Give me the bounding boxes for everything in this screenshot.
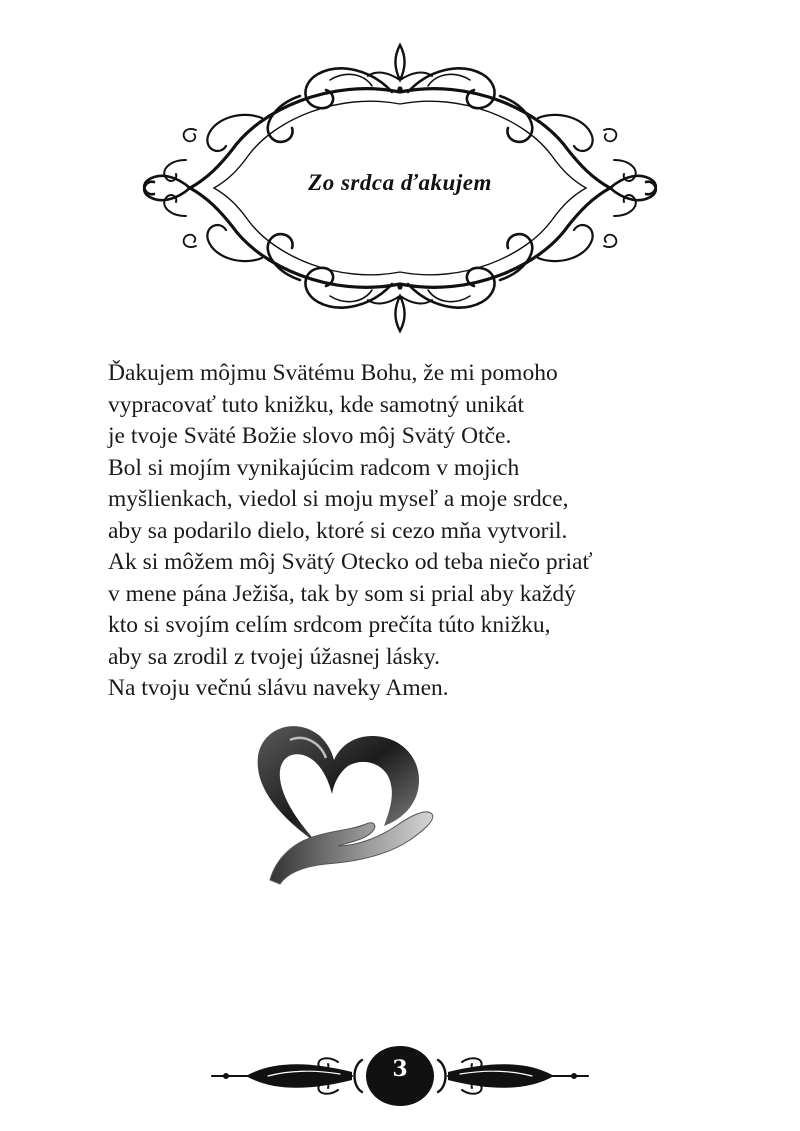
page-title: Zo srdca ďakujem	[308, 170, 492, 195]
page-number: 3	[392, 1056, 408, 1082]
dedication-text	[108, 358, 708, 705]
text-line: kto si svojím celím srdcom prečíta túto knižku,	[108, 612, 551, 638]
text-line: je tvoje Sväté Božie slovo môj Svätý Otče.	[108, 423, 512, 449]
text-line: Ďakujem môjmu Svätému Bohu, že mi pomoho	[108, 360, 558, 386]
text-line: Bol si mojím vynikajúcim radcom v mojich	[108, 454, 520, 481]
text-line: Ak si môžem môj Svätý Otecko od teba niečo priať	[108, 549, 593, 575]
text-line: aby sa zrodil z tvojej úžasnej lásky.	[108, 643, 440, 670]
text-line: vypracovať tuto knižku, kde samotný unikát	[108, 391, 524, 418]
text-line: v mene pána Ježiša, tak by som si prial aby každý	[108, 580, 576, 607]
text-line: aby sa podarilo dielo, ktoré si cezo mňa vytvoril.	[108, 517, 568, 544]
text-line: myšlienkach, viedol si moju myseľ a moje srdce,	[108, 486, 569, 512]
heart-in-hand-icon	[240, 712, 440, 892]
text-line: Na tvoju večnú slávu naveky Amen.	[108, 675, 449, 701]
